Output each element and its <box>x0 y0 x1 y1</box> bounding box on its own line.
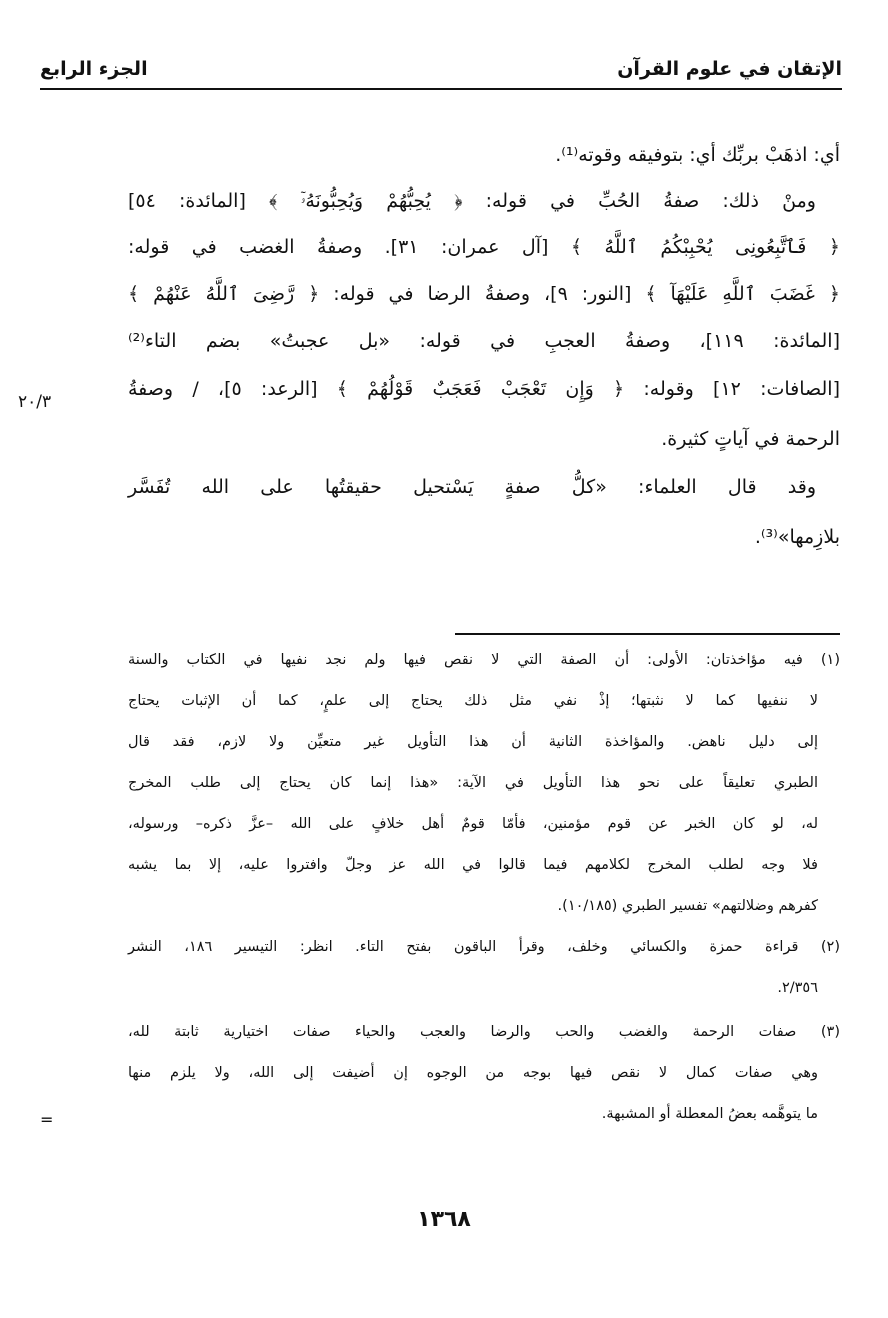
footnote-line: (٣) صفات الرحمة والغضب والحب والرضا والعجب والحياء صفات اختيارية ثابتة لله، <box>128 1024 840 1040</box>
body-line: [المائدة: ١١٩]، وصفةُ العجبِ في قوله: «بل عجبتُ» بضم التاء⁽²⁾ <box>128 330 840 352</box>
footnote-separator <box>455 633 840 635</box>
footnote-line: له، لو كان الخبر عن قوم مؤمنين، فأمّا قومٌ أهل خلافٍ على الله –عزَّ ذكره– ورسوله، <box>128 816 818 832</box>
body-line: ﴿ غَضَبَ ٱللَّهِ عَلَيْهَآ ﴾ [النور: ٩]، وصفةُ الرضا في قوله: ﴿ رَّضِىَ ٱللَّهُ عَنْهُمْ ﴾ <box>128 283 840 305</box>
body-line: ومنْ ذلك: صفةُ الحُبِّ في قوله: ﴿ يُحِبُّهُمْ وَيُحِبُّونَهُۥٓ ﴾ [المائدة: ٥٤] <box>128 190 816 212</box>
footnote-line: الطبري تعليقاً على نحو هذا التأويل في الآية: «هذا إنما كان يحتاج إلى طلب المخرج <box>128 775 818 791</box>
page-number: ١٣٦٨ <box>417 1207 471 1232</box>
body-line: بلازِمها»⁽³⁾. <box>754 526 840 548</box>
continuation-mark: = <box>40 1110 54 1129</box>
book-title: الإتقان في علوم القرآن <box>617 58 842 80</box>
header-rule <box>40 88 842 90</box>
body-line: ﴿ فَٱتَّبِعُونِى يُحْبِبْكُمُ ٱللَّهُ ﴾ [آل عمران: ٣١]. وصفةُ الغضب في قوله: <box>128 236 841 258</box>
footnote-line: ٢/٣٥٦. <box>777 980 818 996</box>
volume-label: الجزء الرابع <box>40 58 148 80</box>
body-line: الرحمة في آياتٍ كثيرة. <box>661 428 840 450</box>
margin-page-reference: ٢٠/٣ <box>18 392 52 412</box>
footnote-line: لا ننفيها كما لا نثبتها؛ إذْ نفي مثل ذلك يحتاج إلى علمٍ، كما أن الإثبات يحتاج <box>128 693 818 709</box>
footnote-line: (٢) قراءة حمزة والكسائي وخلف، وقرأ الباقون بفتح التاء. انظر: التيسير ١٨٦، النشر <box>128 939 840 955</box>
footnote-line: كفرهم وضلالتهم» تفسير الطبري (١٠/١٨٥). <box>557 898 818 914</box>
footnote-line: (١) فيه مؤاخذتان: الأولى: أن الصفة التي لا نقص فيها ولم نجد نفيها في الكتاب والسنة <box>128 652 840 668</box>
body-line: أي: اذهَبْ بربِّك أي: بتوفيقه وقوته⁽¹⁾. <box>555 144 840 166</box>
footnote-line: ما يتوهَّمه بعضُ المعطلة أو المشبهة. <box>601 1106 818 1122</box>
footnote-line: فلا وجه لطلب المخرج لكلامهم فيما قالوا في الله عز وجلّ وافتروا عليه، إلا بما يشبه <box>128 857 818 873</box>
body-line: [الصافات: ١٢] وقوله: ﴿ وَإِن تَعْجَبْ فَعَجَبٌ قَوْلُهُمْ ﴾ [الرعد: ٥]، / وصفةُ <box>128 378 840 400</box>
footnote-line: إلى دليل ناهض. والمؤاخذة الثانية أن هذا التأويل غير متعيِّن ولا لازم، فقد قال <box>128 734 818 750</box>
body-line: وقد قال العلماء: «كلُّ صفةٍ يَسْتحيل حقيقتُها على الله تُفَسَّر <box>128 476 816 498</box>
footnote-line: وهي صفات كمال لا نقص فيها بوجه من الوجوه إن أضيفت إلى الله، ولا يلزم منها <box>128 1065 818 1081</box>
